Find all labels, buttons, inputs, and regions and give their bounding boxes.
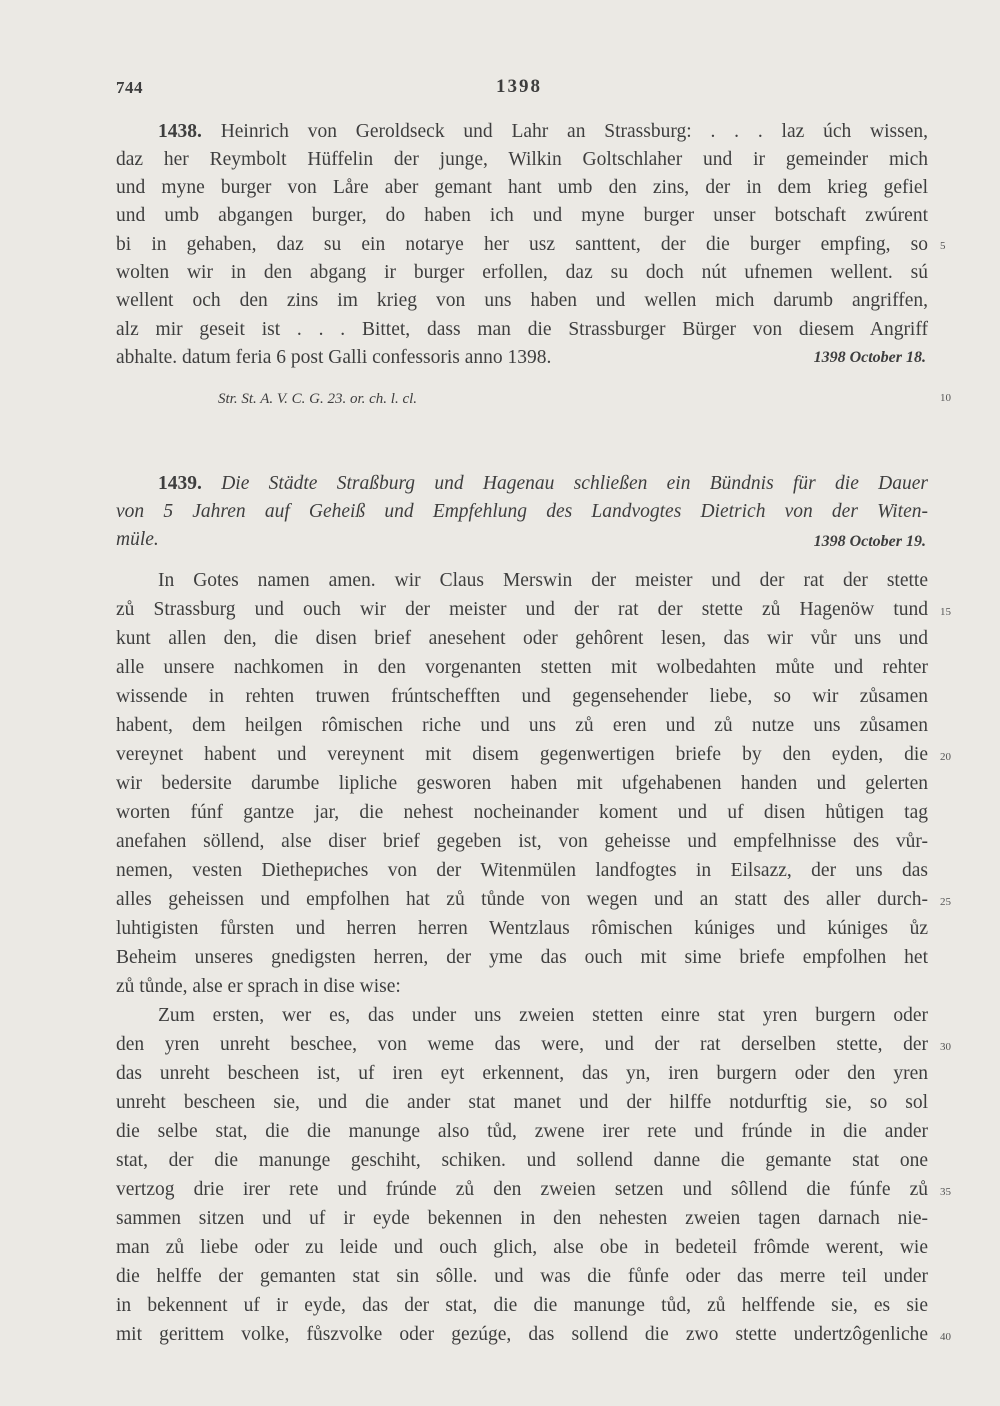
page-number: 744 <box>116 78 143 97</box>
doc1438-line: daz her Reymbolt Hüffelin der junge, Wilkin Goltschlaher und ir gemeinder mich <box>116 149 928 170</box>
doc1439-line: wir bedersite darumbe lipliche gesworen haben mit ufgehabenen handen und gelerten <box>116 773 928 794</box>
doc1439-date: 1398 October 19. <box>813 533 926 550</box>
doc1439-heading-line: müle. <box>116 529 159 550</box>
doc1439-line: alle unsere nachkomen in den vorgenanten stetten mit wolbedahten můte und rehter <box>116 657 928 678</box>
doc1439-line: vertzog drie irer rete und frúnde zů den zweien setzen und sôllend die fúnfe zů <box>116 1179 928 1200</box>
margin-line-number: 35 <box>940 1186 951 1198</box>
doc1438-line: und myne burger von Låre aber gemant hant umb den zins, der in dem krieg gefiel <box>116 177 928 198</box>
margin-line-number: 15 <box>940 606 951 618</box>
doc1439-line: zů Strassburg und ouch wir der meister und der rat der stette zů Hagenöw tund <box>116 599 928 620</box>
doc1439-line: wissende in rehten truwen frúntschefften und gegensehender liebe, so wir zůsamen <box>116 686 928 707</box>
doc1439-line: das unreht bescheen ist, uf iren eyt erkennent, das yn, iren burgern oder den yren <box>116 1063 928 1084</box>
doc1439-line: unreht bescheen sie, und die ander stat manet und der hilffe notdurftig sie, so sol <box>116 1092 928 1113</box>
doc1438-line: und umb abgangen burger, do haben ich und myne burger unser botschaft zwúrent <box>116 205 928 226</box>
doc1438-line: abhalte. datum feria 6 post Galli confessoris anno 1398. <box>116 347 552 368</box>
margin-line-number: 10 <box>940 392 951 404</box>
margin-line-number: 5 <box>940 240 946 252</box>
doc1439-line: alles geheissen und empfolhen hat zů tůnde von wegen und an statt des aller durch- <box>116 889 928 910</box>
doc1439-line: nemen, vesten Diethериches von der Witenmülen landfogtes in Eilsazz, der uns das <box>116 860 928 881</box>
doc1439-line: zů tůnde, alse er sprach in dise wise: <box>116 976 401 997</box>
doc1438-line: alz mir geseit ist . . . Bittet, dass man die Strassburger Bürger von diesem Angriff <box>116 319 928 340</box>
doc1439-heading-line <box>158 470 928 497</box>
doc1438-source-citation: Str. St. A. V. C. G. 23. or. ch. l. cl. <box>218 391 418 407</box>
margin-line-number: 30 <box>940 1041 951 1053</box>
doc1438-date: 1398 October 18. <box>813 349 926 366</box>
doc1439-line: habent, dem heilgen rômischen riche und uns zů eren und zů nutze uns zůsamen <box>116 715 928 736</box>
doc1439-line: den yren unreht beschee, von weme das were, und der rat derselben stette, der <box>116 1034 928 1055</box>
doc1439-line: anefahen söllend, alse diser brief gegeben ist, von geheisse und empfelhnisse des vůr- <box>116 831 928 852</box>
doc1438-number: 1438. <box>158 121 202 142</box>
doc1438-line-text: Heinrich von Geroldseck und Lahr an Strassburg: . . . laz úch wissen, <box>220 121 928 142</box>
doc1439-line: Zum ersten, wer es, das under uns zweien stetten einre stat yren burgern oder <box>158 1005 928 1026</box>
margin-line-number: 20 <box>940 751 951 763</box>
doc1439-line: mit gerittem volke, fůszvolke oder gezúge, das sollend die zwo stette undertzôgenliche <box>116 1324 928 1345</box>
doc1439-heading-text: Die Städte Straßburg und Hagenau schließen ein Bündnis für die Dauer <box>221 473 929 494</box>
doc1439-line: sammen sitzen und uf ir eyde bekennen in den nehesten zweien tagen darnach nie- <box>116 1208 928 1229</box>
doc1439-line: Beheim unseres gnedigsten herren, der yme das ouch mit sime briefe empfolhen het <box>116 947 928 968</box>
doc1439-line: die helffe der gemanten stat sin sôlle. und was die fůnfe oder das merre teil under <box>116 1266 928 1287</box>
doc1439-number: 1439. <box>158 473 202 494</box>
doc1439-line: In Gotes namen amen. wir Claus Merswin der meister und der rat der stette <box>158 570 928 591</box>
doc1438-line: wellent och den zins im krieg von uns haben und wellen mich darumb angriffen, <box>116 290 928 311</box>
doc1439-line: man zů liebe oder zu leide und ouch glich, alse obe in bedeteil frômde werent, wie <box>116 1237 928 1258</box>
doc1439-line: worten fúnf gantze jar, die nehest nocheinander koment und uf disen hůtigen tag <box>116 802 928 823</box>
doc1439-line: stat, der die manunge geschiht, schiken. und sollend danne die gemante stat one <box>116 1150 928 1171</box>
doc1439-line: kunt allen den, die disen brief anesehent oder gehôrent lesen, das wir vůr uns und <box>116 628 928 649</box>
doc1438-line: wolten wir in den abgang ir burger erfollen, daz su doch nút ufnemen wellent. sú <box>116 262 928 283</box>
doc1438-line <box>158 118 928 145</box>
doc1439-line: in bekennent uf ir eyde, das der stat, die die manunge tůd, zů helffende sie, es sie <box>116 1295 928 1316</box>
doc1439-line: die selbe stat, die die manunge also tůd, zwene irer rete und frúnde in die ander <box>116 1121 928 1142</box>
margin-line-number: 25 <box>940 896 951 908</box>
doc1438-line: bi in gehaben, daz su ein notarye her usz santtent, der die burger empfing, so <box>116 234 928 255</box>
margin-line-number: 40 <box>940 1331 951 1343</box>
doc1439-line: luhtigisten fůrsten und herren herren Wentzlaus rômischen kúniges und kúniges ůz <box>116 918 928 939</box>
doc1439-heading-line: von 5 Jahren auf Geheiß und Empfehlung des Landvogtes Dietrich von der Witen- <box>116 501 928 522</box>
running-head-year: 1398 <box>496 76 542 97</box>
doc1439-line: vereynet habent und vereynent mit disem gegenwertigen briefe by den eyden, die <box>116 744 928 765</box>
